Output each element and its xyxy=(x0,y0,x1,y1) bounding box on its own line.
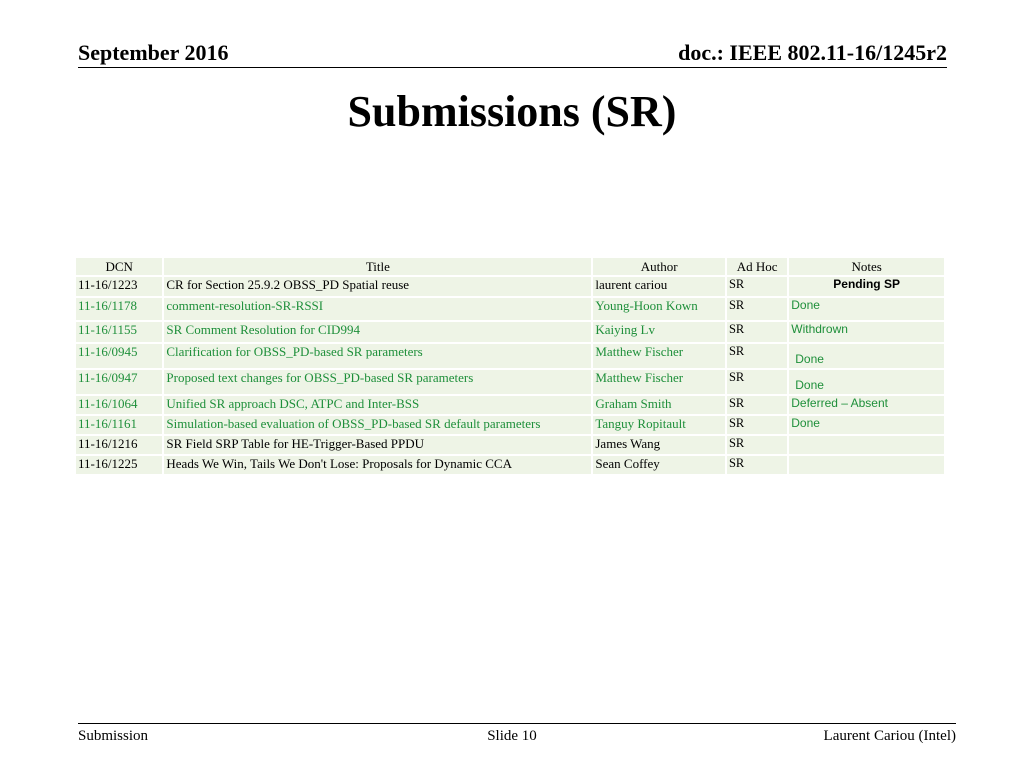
dcn-cell: 11-16/1161 xyxy=(76,416,162,434)
notes-cell: Done xyxy=(789,370,944,394)
dcn-cell: 11-16/1225 xyxy=(76,456,162,474)
adhoc-cell: SR xyxy=(727,396,787,414)
title-cell: Simulation-based evaluation of OBSS_PD-based SR default parameters xyxy=(164,416,591,434)
notes-cell: Pending SP xyxy=(789,277,944,296)
notes-cell xyxy=(789,436,944,454)
title-cell: Heads We Win, Tails We Don't Lose: Proposals for Dynamic CCA xyxy=(164,456,591,474)
notes-cell: Done xyxy=(789,416,944,434)
table-body xyxy=(76,277,944,474)
table-row xyxy=(76,298,944,320)
footer-submission: Submission xyxy=(78,728,149,744)
table-row xyxy=(76,277,944,296)
dcn-cell: 11-16/1223 xyxy=(76,277,162,296)
notes-cell xyxy=(789,456,944,474)
adhoc-cell: SR xyxy=(727,322,787,342)
dcn-cell: 11-16/1216 xyxy=(76,436,162,454)
title-cell: SR Comment Resolution for CID994 xyxy=(164,322,591,342)
dcn-cell: 11-16/0945 xyxy=(76,344,162,368)
notes-cell: Withdrown xyxy=(789,322,944,342)
title-cell: CR for Section 25.9.2 OBSS_PD Spatial reuse xyxy=(164,277,591,296)
adhoc-cell: SR xyxy=(727,416,787,434)
author-cell: James Wang xyxy=(593,436,725,454)
author-cell: Matthew Fischer xyxy=(593,370,725,394)
table-row xyxy=(76,370,944,394)
title-cell: SR Field SRP Table for HE-Trigger-Based PPDU xyxy=(164,436,591,454)
table-row xyxy=(76,344,944,368)
table-row xyxy=(76,396,944,414)
table-row xyxy=(76,456,944,474)
author-cell: Kaiying Lv xyxy=(593,322,725,342)
author-cell: Matthew Fischer xyxy=(593,344,725,368)
header-date: September 2016 xyxy=(78,40,229,65)
submissions-table xyxy=(74,256,946,476)
adhoc-cell: SR xyxy=(727,344,787,368)
column-header-title: Title xyxy=(164,258,591,275)
author-cell: Tanguy Ropitault xyxy=(593,416,725,434)
column-header-author: Author xyxy=(593,258,725,275)
notes-cell: Done xyxy=(789,344,944,368)
notes-cell: Deferred – Absent xyxy=(789,396,944,414)
dcn-cell: 11-16/1155 xyxy=(76,322,162,342)
footer-slide-number: Slide 10 xyxy=(487,728,537,744)
footer-rule xyxy=(78,723,956,724)
title-cell: comment-resolution-SR-RSSI xyxy=(164,298,591,320)
footer-author: Laurent Cariou (Intel) xyxy=(823,728,956,744)
table-row xyxy=(76,322,944,342)
author-cell: Graham Smith xyxy=(593,396,725,414)
dcn-cell: 11-16/0947 xyxy=(76,370,162,394)
author-cell: laurent cariou xyxy=(593,277,725,296)
adhoc-cell: SR xyxy=(727,370,787,394)
slide-title: Submissions (SR) xyxy=(347,87,677,136)
column-header-adhoc: Ad Hoc xyxy=(727,258,787,275)
dcn-cell: 11-16/1178 xyxy=(76,298,162,320)
title-cell: Proposed text changes for OBSS_PD-based SR parameters xyxy=(164,370,591,394)
notes-cell: Done xyxy=(789,298,944,320)
author-cell: Sean Coffey xyxy=(593,456,725,474)
dcn-cell: 11-16/1064 xyxy=(76,396,162,414)
adhoc-cell: SR xyxy=(727,277,787,296)
table-row xyxy=(76,416,944,434)
table-header-row xyxy=(76,258,944,275)
column-header-notes: Notes xyxy=(789,258,944,275)
title-cell: Clarification for OBSS_PD-based SR parameters xyxy=(164,344,591,368)
adhoc-cell: SR xyxy=(727,436,787,454)
column-header-dcn: DCN xyxy=(76,258,162,275)
adhoc-cell: SR xyxy=(727,298,787,320)
adhoc-cell: SR xyxy=(727,456,787,474)
title-cell: Unified SR approach DSC, ATPC and Inter-BSS xyxy=(164,396,591,414)
header-rule xyxy=(78,67,947,68)
table-row xyxy=(76,436,944,454)
header-doc-number: doc.: IEEE 802.11-16/1245r2 xyxy=(678,40,947,65)
author-cell: Young-Hoon Kown xyxy=(593,298,725,320)
